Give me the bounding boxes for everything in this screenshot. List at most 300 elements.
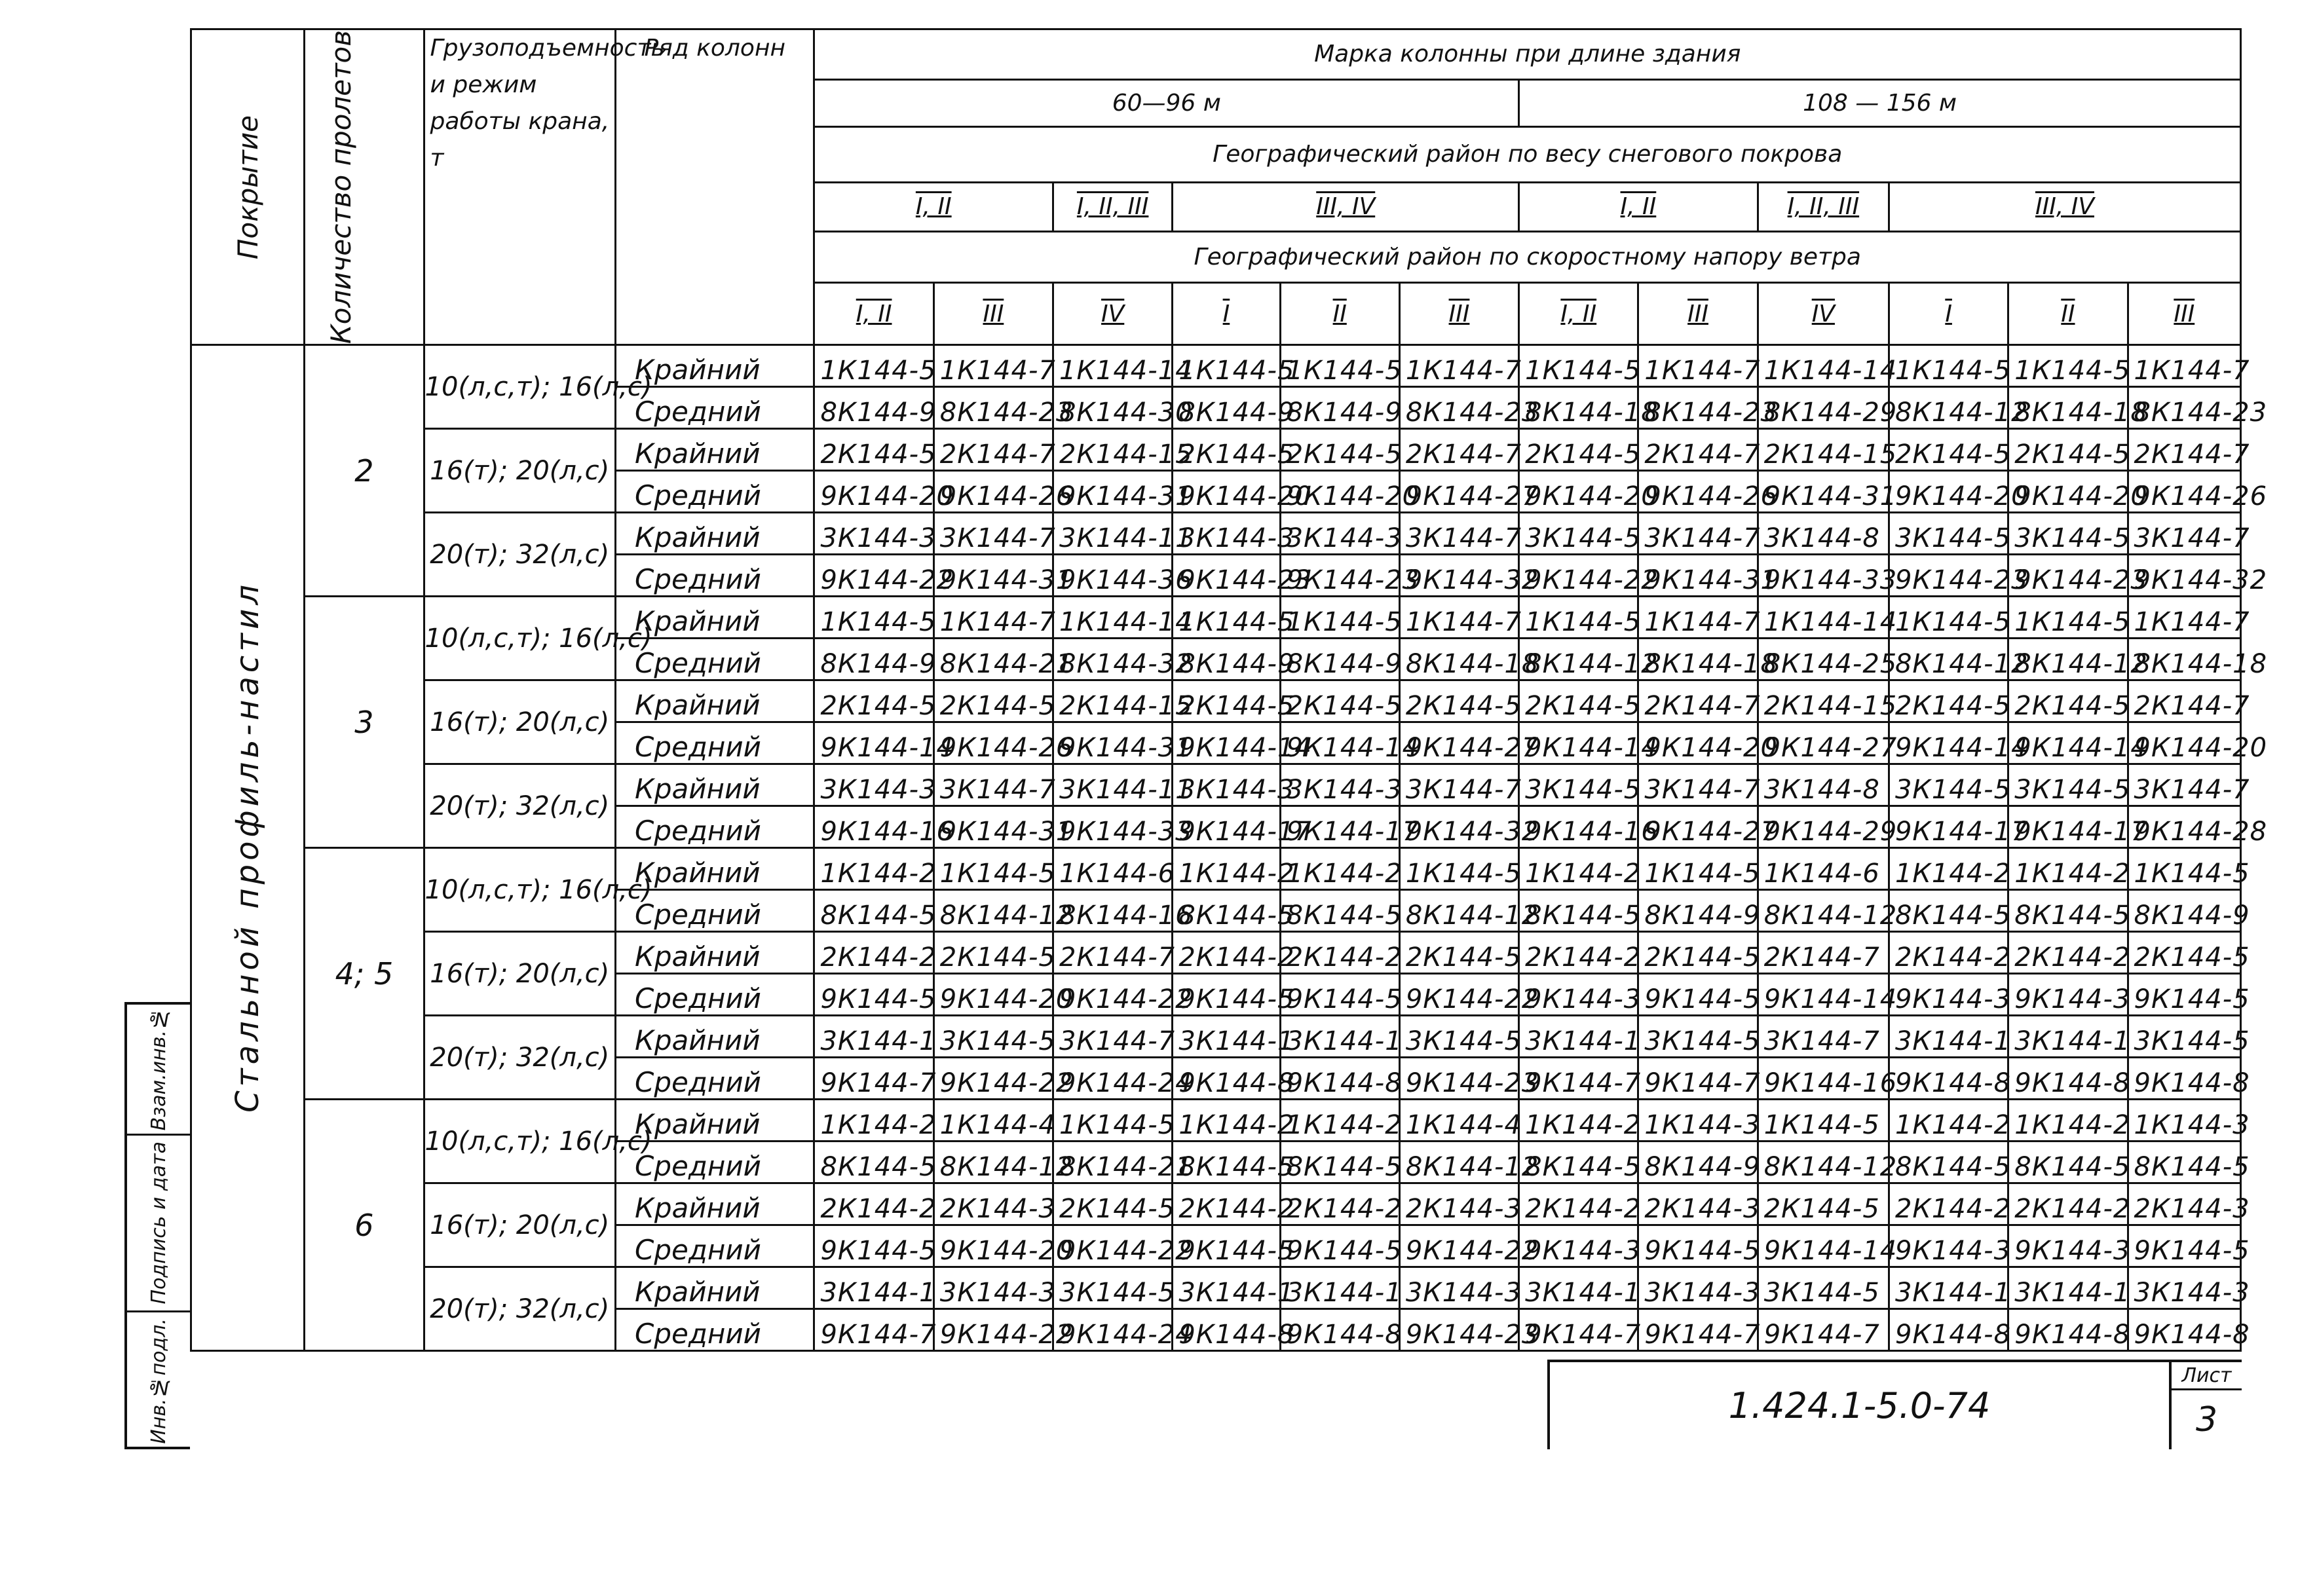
column-mark-cell: 1К144-4 <box>933 1100 1053 1141</box>
column-mark-cell: 1К144-2 <box>1173 848 1280 890</box>
column-mark-cell: 2К144-7 <box>2128 429 2240 471</box>
table-row <box>191 513 2241 555</box>
column-mark-cell: 8К144-18 <box>1399 639 1518 680</box>
column-mark-cell: 9К144-16 <box>1519 806 1638 848</box>
document-code: 1.424.1-5.0-74 <box>1728 1385 1991 1426</box>
sheet-number: 3 <box>2195 1400 2218 1439</box>
crane-header: Грузоподъемность и режим работы крана, т <box>424 29 615 345</box>
column-mark-cell: 3К144-5 <box>2128 1016 2240 1058</box>
column-mark-cell: 1К144-2 <box>1519 1100 1638 1141</box>
column-mark-cell: 3К144-3 <box>1399 1267 1518 1309</box>
column-mark-cell: 8К144-5 <box>2128 1141 2240 1183</box>
column-mark-cell: 9К144-14 <box>1173 722 1280 764</box>
column-row-name: Средний <box>616 555 814 597</box>
column-mark-cell: 3К144-3 <box>1173 513 1280 555</box>
column-mark-cell: 9К144-17 <box>2008 806 2128 848</box>
column-mark-cell: 9К144-5 <box>814 1225 933 1267</box>
column-row-name: Средний <box>616 1058 814 1100</box>
column-mark-cell: 9К144-14 <box>1758 1225 1889 1267</box>
table-row <box>191 764 2241 806</box>
column-mark-cell: 9К144-23 <box>1173 555 1280 597</box>
column-mark-cell: 9К144-20 <box>933 974 1053 1016</box>
column-mark-cell: 8К144-21 <box>1053 1141 1173 1183</box>
mark-title: Марка колонны при длине здания <box>814 29 2241 80</box>
snow-b-3: III, IV <box>1889 182 2240 231</box>
column-mark-cell: 9К144-20 <box>933 1225 1053 1267</box>
column-mark-cell: 2К144-5 <box>1519 680 1638 722</box>
column-mark-cell: 9К144-23 <box>2008 555 2128 597</box>
column-mark-cell: 1К144-7 <box>1399 345 1518 387</box>
column-mark-cell: 2К144-5 <box>1638 932 1758 974</box>
column-mark-cell: 9К144-20 <box>1280 471 1399 513</box>
column-mark-cell: 1К144-2 <box>1280 848 1399 890</box>
column-mark-cell: 1К144-7 <box>2128 597 2240 639</box>
column-mark-cell: 2К144-5 <box>814 680 933 722</box>
column-mark-cell: 9К144-7 <box>814 1309 933 1351</box>
column-marks-table <box>190 28 2268 1587</box>
table-row <box>191 429 2241 471</box>
column-mark-cell: 3К144-1 <box>1519 1016 1638 1058</box>
column-row-name: Средний <box>616 974 814 1016</box>
row-header: Ряд колонн <box>616 29 814 345</box>
column-mark-cell: 3К144-7 <box>933 764 1053 806</box>
length-108-156: 108 — 156 м <box>1519 79 2241 126</box>
column-mark-cell: 1К144-14 <box>1053 597 1173 639</box>
column-mark-cell: 9К144-23 <box>1280 555 1399 597</box>
column-mark-cell: 1К144-2 <box>2008 848 2128 890</box>
column-mark-cell: 1К144-5 <box>2128 848 2240 890</box>
column-mark-cell: 1К144-4 <box>1399 1100 1518 1141</box>
column-row-name: Крайний <box>616 932 814 974</box>
column-mark-cell: 3К144-3 <box>1638 1267 1758 1309</box>
column-mark-cell: 9К144-8 <box>1173 1058 1280 1100</box>
column-mark-cell: 9К144-14 <box>814 722 933 764</box>
column-mark-cell: 8К144-18 <box>2128 639 2240 680</box>
column-mark-cell: 8К144-9 <box>814 639 933 680</box>
column-mark-cell: 2К144-2 <box>814 932 933 974</box>
column-mark-cell: 9К144-7 <box>1638 1309 1758 1351</box>
column-mark-cell: 2К144-3 <box>1638 1183 1758 1225</box>
column-mark-cell: 3К144-8 <box>1758 513 1889 555</box>
side-stamp-signature: Подпись и дата <box>127 1136 190 1312</box>
column-mark-cell: 1К144-5 <box>1519 597 1638 639</box>
side-stamp-inventory: Инв.№подл. <box>147 1318 170 1444</box>
spans-cell: 3 <box>305 597 424 848</box>
column-mark-cell: 9К144-3 <box>1519 1225 1638 1267</box>
snow-a-3: III, IV <box>1173 182 1519 231</box>
column-mark-cell: 3К144-7 <box>1638 764 1758 806</box>
column-mark-cell: 8К144-5 <box>1173 890 1280 932</box>
column-mark-cell: 9К144-27 <box>1399 722 1518 764</box>
column-mark-cell: 8К144-9 <box>1280 639 1399 680</box>
column-row-name: Средний <box>616 1141 814 1183</box>
column-row-name: Крайний <box>616 848 814 890</box>
snow-a-1: I, II <box>814 182 1053 231</box>
column-mark-cell: 2К144-2 <box>1280 932 1399 974</box>
snow-b-2: I, II, III <box>1758 182 1889 231</box>
column-mark-cell: 8К144-5 <box>1889 1141 2008 1183</box>
column-mark-cell: 1К144-5 <box>1889 597 2008 639</box>
column-mark-cell: 1К144-6 <box>1053 848 1173 890</box>
column-mark-cell: 9К144-5 <box>2128 1225 2240 1267</box>
column-row-name: Средний <box>616 1225 814 1267</box>
column-mark-cell: 2К144-5 <box>1889 680 2008 722</box>
column-mark-cell: 9К144-23 <box>1889 555 2008 597</box>
column-mark-cell: 8К144-12 <box>1889 387 2008 429</box>
column-mark-cell: 8К144-23 <box>2128 387 2240 429</box>
column-mark-cell: 9К144-8 <box>2128 1058 2240 1100</box>
column-mark-cell: 1К144-7 <box>1638 597 1758 639</box>
column-mark-cell: 2К144-2 <box>1889 932 2008 974</box>
column-mark-cell: 3К144-3 <box>1280 764 1399 806</box>
wind-col-12: III <box>2128 283 2240 345</box>
table-row <box>191 680 2241 722</box>
column-mark-cell: 2К144-5 <box>2128 932 2240 974</box>
column-mark-cell: 9К144-7 <box>1519 1309 1638 1351</box>
column-mark-cell: 9К144-8 <box>2128 1309 2240 1351</box>
column-mark-cell: 9К144-14 <box>1889 722 2008 764</box>
table-row <box>191 1016 2241 1058</box>
column-mark-cell: 1К144-5 <box>1280 597 1399 639</box>
column-mark-cell: 8К144-9 <box>1638 890 1758 932</box>
wind-col-2: III <box>933 283 1053 345</box>
column-mark-cell: 3К144-5 <box>933 1016 1053 1058</box>
column-mark-cell: 2К144-5 <box>1399 680 1518 722</box>
wind-col-9: IV <box>1758 283 1889 345</box>
column-mark-cell: 9К144-22 <box>1399 1225 1518 1267</box>
column-mark-cell: 9К144-29 <box>1758 806 1889 848</box>
column-mark-cell: 3К144-1 <box>1519 1267 1638 1309</box>
column-mark-cell: 2К144-3 <box>1399 1183 1518 1225</box>
column-row-name: Крайний <box>616 1100 814 1141</box>
column-mark-cell: 2К144-5 <box>933 932 1053 974</box>
column-mark-cell: 1К144-2 <box>814 1100 933 1141</box>
column-mark-cell: 1К144-2 <box>1173 1100 1280 1141</box>
column-mark-cell: 2К144-2 <box>1519 1183 1638 1225</box>
column-mark-cell: 9К144-31 <box>1053 471 1173 513</box>
column-mark-cell: 3К144-3 <box>2128 1267 2240 1309</box>
column-mark-cell: 1К144-2 <box>1889 1100 2008 1141</box>
column-mark-cell: 8К144-5 <box>1889 890 2008 932</box>
column-mark-cell: 8К144-18 <box>2008 387 2128 429</box>
column-mark-cell: 8К144-30 <box>1053 387 1173 429</box>
column-mark-cell: 8К144-16 <box>1053 890 1173 932</box>
column-mark-cell: 9К144-5 <box>1638 974 1758 1016</box>
column-mark-cell: 1К144-14 <box>1758 345 1889 387</box>
title-block <box>1547 1360 2242 1449</box>
column-row-name: Крайний <box>616 680 814 722</box>
table-row <box>191 345 2241 387</box>
column-mark-cell: 9К144-22 <box>933 1058 1053 1100</box>
wind-col-7: I, II <box>1519 283 1638 345</box>
column-row-name: Крайний <box>616 597 814 639</box>
column-mark-cell: 1К144-7 <box>933 597 1053 639</box>
column-mark-cell: 2К144-3 <box>2128 1183 2240 1225</box>
column-row-name: Средний <box>616 1309 814 1351</box>
column-mark-cell: 3К144-3 <box>1280 513 1399 555</box>
column-mark-cell: 8К144-5 <box>1173 1141 1280 1183</box>
column-mark-cell: 9К144-5 <box>2128 974 2240 1016</box>
column-mark-cell: 3К144-7 <box>1638 513 1758 555</box>
length-60-96: 60—96 м <box>814 79 1519 126</box>
table-header <box>191 29 2241 345</box>
wind-col-6: III <box>1399 283 1518 345</box>
wind-col-11: II <box>2008 283 2128 345</box>
column-mark-cell: 8К144-12 <box>1399 1141 1518 1183</box>
column-row-name: Средний <box>616 890 814 932</box>
column-mark-cell: 1К144-2 <box>1889 848 2008 890</box>
wind-col-10: I <box>1889 283 2008 345</box>
column-mark-cell: 1К144-5 <box>1758 1100 1889 1141</box>
column-mark-cell: 9К144-14 <box>2008 722 2128 764</box>
column-row-name: Средний <box>616 639 814 680</box>
column-mark-cell: 8К144-9 <box>1280 387 1399 429</box>
column-mark-cell: 9К144-27 <box>1758 722 1889 764</box>
column-mark-cell: 3К144-3 <box>814 764 933 806</box>
column-mark-cell: 9К144-16 <box>1758 1058 1889 1100</box>
column-mark-cell: 2К144-5 <box>1280 680 1399 722</box>
table-row <box>191 1100 2241 1141</box>
column-mark-cell: 8К144-5 <box>814 890 933 932</box>
column-mark-cell: 2К144-5 <box>933 680 1053 722</box>
column-mark-cell: 3К144-3 <box>933 1267 1053 1309</box>
column-mark-cell: 8К144-12 <box>933 890 1053 932</box>
crane-load-cell: 16(т); 20(л,с) <box>424 680 615 764</box>
column-mark-cell: 3К144-5 <box>1889 764 2008 806</box>
column-mark-cell: 9К144-20 <box>1519 471 1638 513</box>
column-mark-cell: 2К144-15 <box>1758 429 1889 471</box>
column-mark-cell: 8К144-5 <box>1519 890 1638 932</box>
column-mark-cell: 9К144-20 <box>2128 722 2240 764</box>
column-mark-cell: 2К144-2 <box>2008 932 2128 974</box>
side-stamp-replacement: Взам.инв.№ <box>127 1005 190 1136</box>
table-row <box>191 932 2241 974</box>
crane-load-cell: 10(л,с,т); 16(л,с) <box>424 1100 615 1183</box>
sheet-label: Лист <box>2172 1362 2242 1390</box>
column-mark-cell: 8К144-5 <box>2008 890 2128 932</box>
snow-b-1: I, II <box>1519 182 1758 231</box>
column-mark-cell: 9К144-7 <box>1519 1058 1638 1100</box>
spans-cell: 6 <box>305 1100 424 1351</box>
column-mark-cell: 8К144-12 <box>2008 639 2128 680</box>
column-mark-cell: 2К144-15 <box>1053 680 1173 722</box>
column-mark-cell: 9К144-26 <box>933 471 1053 513</box>
crane-load-cell: 16(т); 20(л,с) <box>424 1183 615 1267</box>
crane-load-cell: 10(л,с,т); 16(л,с) <box>424 848 615 932</box>
column-mark-cell: 1К144-5 <box>1173 345 1280 387</box>
column-mark-cell: 8К144-5 <box>1280 1141 1399 1183</box>
column-mark-cell: 1К144-5 <box>814 597 933 639</box>
column-mark-cell: 1К144-7 <box>933 345 1053 387</box>
column-mark-cell: 3К144-5 <box>2008 513 2128 555</box>
column-mark-cell: 3К144-7 <box>1399 513 1518 555</box>
column-mark-cell: 9К144-3 <box>1889 974 2008 1016</box>
column-mark-cell: 9К144-22 <box>1519 555 1638 597</box>
column-mark-cell: 1К144-5 <box>933 848 1053 890</box>
column-mark-cell: 2К144-5 <box>1173 429 1280 471</box>
column-mark-cell: 3К144-5 <box>1399 1016 1518 1058</box>
column-mark-cell: 9К144-27 <box>1399 471 1518 513</box>
column-mark-cell: 2К144-2 <box>1280 1183 1399 1225</box>
column-mark-cell: 3К144-1 <box>2008 1267 2128 1309</box>
column-mark-cell: 9К144-31 <box>1638 555 1758 597</box>
column-mark-cell: 2К144-5 <box>1053 1183 1173 1225</box>
column-mark-cell: 3К144-1 <box>814 1267 933 1309</box>
crane-load-cell: 16(т); 20(л,с) <box>424 932 615 1016</box>
column-mark-cell: 3К144-11 <box>1053 513 1173 555</box>
column-mark-cell: 8К144-18 <box>1638 639 1758 680</box>
column-mark-cell: 9К144-14 <box>1519 722 1638 764</box>
crane-load-cell: 16(т); 20(л,с) <box>424 429 615 513</box>
column-mark-cell: 8К144-12 <box>1399 890 1518 932</box>
column-mark-cell: 9К144-22 <box>814 555 933 597</box>
column-mark-cell: 3К144-1 <box>1173 1267 1280 1309</box>
table-row <box>191 1267 2241 1309</box>
column-mark-cell: 3К144-5 <box>1889 513 2008 555</box>
wind-col-5: II <box>1280 283 1399 345</box>
column-mark-cell: 2К144-5 <box>1280 429 1399 471</box>
column-mark-cell: 1К144-2 <box>1280 1100 1399 1141</box>
column-mark-cell: 9К144-31 <box>933 806 1053 848</box>
column-mark-cell: 1К144-5 <box>1399 848 1518 890</box>
column-mark-cell: 9К144-14 <box>1758 974 1889 1016</box>
column-row-name: Средний <box>616 387 814 429</box>
column-mark-cell: 2К144-5 <box>1889 429 2008 471</box>
column-mark-cell: 3К144-3 <box>814 513 933 555</box>
column-mark-cell: 2К144-15 <box>1053 429 1173 471</box>
crane-load-cell: 20(т); 32(л,с) <box>424 1016 615 1100</box>
column-mark-cell: 1К144-5 <box>814 345 933 387</box>
column-mark-cell: 9К144-26 <box>933 722 1053 764</box>
column-row-name: Крайний <box>616 345 814 387</box>
column-mark-cell: 9К144-23 <box>1399 1058 1518 1100</box>
column-mark-cell: 9К144-33 <box>1053 806 1173 848</box>
column-mark-cell: 9К144-22 <box>1399 974 1518 1016</box>
column-mark-cell: 8К144-23 <box>933 387 1053 429</box>
column-mark-cell: 9К144-31 <box>1053 722 1173 764</box>
column-mark-cell: 9К144-5 <box>1280 1225 1399 1267</box>
column-mark-cell: 1К144-5 <box>1638 848 1758 890</box>
table-row <box>191 848 2241 890</box>
column-mark-cell: 8К144-18 <box>1519 387 1638 429</box>
column-mark-cell: 8К144-29 <box>1758 387 1889 429</box>
column-mark-cell: 2К144-2 <box>2008 1183 2128 1225</box>
column-mark-cell: 8К144-12 <box>1758 890 1889 932</box>
column-row-name: Крайний <box>616 1183 814 1225</box>
column-mark-cell: 3К144-7 <box>2128 764 2240 806</box>
column-mark-cell: 1К144-3 <box>1638 1100 1758 1141</box>
column-mark-cell: 9К144-3 <box>2008 974 2128 1016</box>
column-row-name: Крайний <box>616 429 814 471</box>
column-mark-cell: 9К144-28 <box>2128 806 2240 848</box>
column-mark-cell: 2К144-2 <box>1889 1183 2008 1225</box>
column-mark-cell: 9К144-3 <box>1519 974 1638 1016</box>
column-mark-cell: 2К144-7 <box>1758 932 1889 974</box>
column-mark-cell: 2К144-2 <box>1173 932 1280 974</box>
column-mark-cell: 9К144-8 <box>1280 1309 1399 1351</box>
column-mark-cell: 9К144-3 <box>1889 1225 2008 1267</box>
column-mark-cell: 9К144-5 <box>1173 974 1280 1016</box>
column-mark-cell: 3К144-1 <box>1173 1016 1280 1058</box>
column-mark-cell: 9К144-27 <box>1638 806 1758 848</box>
snow-a-2: I, II, III <box>1053 182 1173 231</box>
snow-region-title: Географический район по весу снегового покрова <box>814 126 2241 182</box>
column-mark-cell: 8К144-12 <box>933 1141 1053 1183</box>
column-mark-cell: 9К144-17 <box>1280 806 1399 848</box>
crane-load-cell: 20(т); 32(л,с) <box>424 513 615 597</box>
column-mark-cell: 1К144-5 <box>2008 345 2128 387</box>
column-mark-cell: 8К144-12 <box>1889 639 2008 680</box>
column-mark-cell: 2К144-7 <box>933 429 1053 471</box>
column-mark-cell: 8К144-9 <box>814 387 933 429</box>
column-mark-cell: 3К144-5 <box>1053 1267 1173 1309</box>
column-mark-cell: 3К144-5 <box>2008 764 2128 806</box>
column-mark-cell: 1К144-7 <box>1638 345 1758 387</box>
column-mark-cell: 3К144-7 <box>1053 1016 1173 1058</box>
column-mark-cell: 8К144-23 <box>1399 387 1518 429</box>
column-mark-cell: 8К144-9 <box>1638 1141 1758 1183</box>
column-mark-cell: 2К144-2 <box>1173 1183 1280 1225</box>
column-mark-cell: 9К144-31 <box>933 555 1053 597</box>
column-mark-cell: 3К144-5 <box>1519 513 1638 555</box>
column-mark-cell: 9К144-22 <box>1053 1225 1173 1267</box>
column-mark-cell: 2К144-3 <box>933 1183 1053 1225</box>
column-mark-cell: 3К144-5 <box>1638 1016 1758 1058</box>
column-row-name: Крайний <box>616 513 814 555</box>
column-mark-cell: 3К144-1 <box>1889 1016 2008 1058</box>
column-mark-cell: 1К144-14 <box>1758 597 1889 639</box>
wind-col-3: IV <box>1053 283 1173 345</box>
column-mark-cell: 9К144-3 <box>2008 1225 2128 1267</box>
table-body <box>191 345 2268 1351</box>
column-mark-cell: 8К144-5 <box>1519 1141 1638 1183</box>
column-mark-cell: 2К144-7 <box>1638 680 1758 722</box>
column-row-name: Крайний <box>616 1016 814 1058</box>
crane-load-cell: 20(т); 32(л,с) <box>424 764 615 848</box>
column-mark-cell: 9К144-36 <box>1053 555 1173 597</box>
column-mark-cell: 9К144-5 <box>1280 974 1399 1016</box>
column-mark-cell: 9К144-17 <box>1889 806 2008 848</box>
column-mark-cell: 9К144-20 <box>1173 471 1280 513</box>
column-mark-cell: 8К144-5 <box>1280 890 1399 932</box>
column-mark-cell: 9К144-5 <box>1173 1225 1280 1267</box>
column-mark-cell: 1К144-6 <box>1758 848 1889 890</box>
column-mark-cell: 9К144-8 <box>2008 1058 2128 1100</box>
column-mark-cell: 9К144-7 <box>814 1058 933 1100</box>
crane-load-cell: 10(л,с,т); 16(л,с) <box>424 597 615 680</box>
column-mark-cell: 1К144-2 <box>2008 1100 2128 1141</box>
column-mark-cell: 9К144-26 <box>1638 471 1758 513</box>
column-mark-cell: 1К144-5 <box>1173 597 1280 639</box>
table-row <box>191 1183 2241 1225</box>
column-mark-cell: 9К144-23 <box>1399 1309 1518 1351</box>
column-row-name: Средний <box>616 806 814 848</box>
column-mark-cell: 8К144-9 <box>2128 890 2240 932</box>
column-mark-cell: 2К144-5 <box>1173 680 1280 722</box>
column-mark-cell: 9К144-16 <box>814 806 933 848</box>
column-mark-cell: 9К144-8 <box>2008 1309 2128 1351</box>
column-mark-cell: 1К144-5 <box>1519 345 1638 387</box>
column-mark-cell: 8К144-12 <box>1758 1141 1889 1183</box>
column-mark-cell: 9К144-14 <box>1280 722 1399 764</box>
column-mark-cell: 9К144-24 <box>1053 1309 1173 1351</box>
column-mark-cell: 2К144-5 <box>1758 1183 1889 1225</box>
spans-cell: 4; 5 <box>305 848 424 1100</box>
column-mark-cell: 1К144-7 <box>2128 345 2240 387</box>
column-mark-cell: 3К144-3 <box>1173 764 1280 806</box>
column-mark-cell: 9К144-32 <box>2128 555 2240 597</box>
column-row-name: Крайний <box>616 764 814 806</box>
